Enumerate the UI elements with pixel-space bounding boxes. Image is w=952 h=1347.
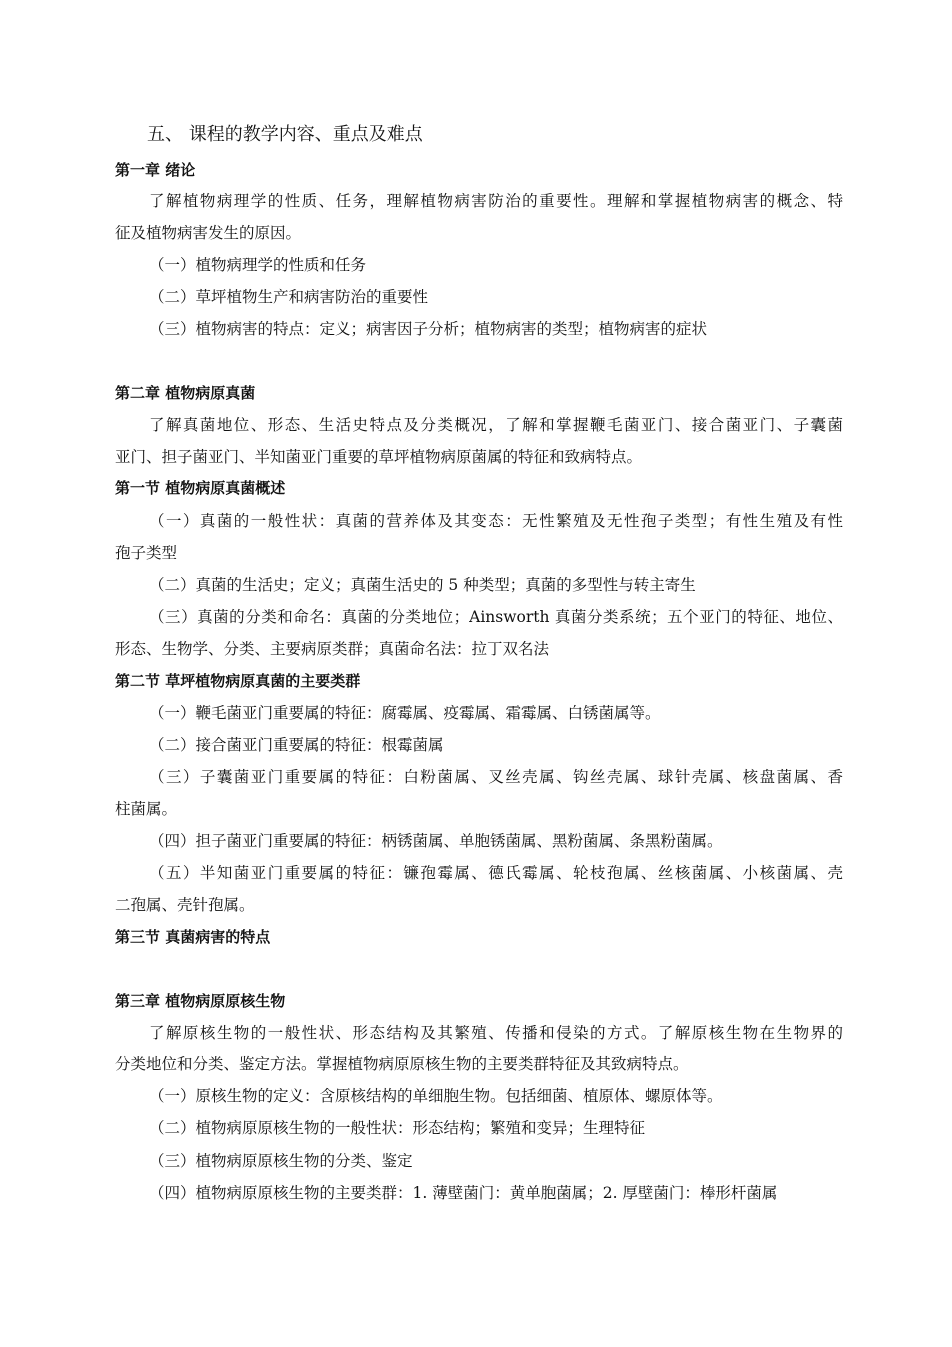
chapter-2-section-2-item-2: （二）接合菌亚门重要属的特征：根霉菌属 [149,736,444,754]
chapter-3-item-4: （四）植物病原原核生物的主要类群：1. 薄壁菌门：黄单胞菌属；2. 厚壁菌门：棒形杆菌属 [149,1184,778,1202]
chapter-2-heading: 第二章 植物病原真菌 [115,384,256,402]
chapter-2-section-1-item-2: （二）真菌的生活史；定义；真菌生活史的 5 种类型；真菌的多型性与转主寄生 [149,576,696,594]
chapter-1-item-3: （三）植物病害的特点：定义；病害因子分析；植物病害的类型；植物病害的症状 [149,320,708,338]
chapter-3-intro-line-2: 分类地位和分类、鉴定方法。掌握植物病原原核生物的主要类群特征及其致病特点。 [115,1055,689,1073]
chapter-2-section-2-item-4: （四）担子菌亚门重要属的特征：柄锈菌属、单胞锈菌属、黑粉菌属、条黑粉菌属。 [149,832,723,850]
chapter-2-section-3-heading: 第三节 真菌病害的特点 [115,928,271,946]
chapter-3-item-2: （二）植物病原原核生物的一般性状：形态结构；繁殖和变异；生理特征 [149,1119,646,1137]
chapter-2-intro-line-2: 亚门、担子菌亚门、半知菌亚门重要的草坪植物病原菌属的特征和致病特点。 [115,448,643,466]
chapter-1-intro-line-1: 了解植物病理学的性质、任务，理解植物病害防治的重要性。理解和掌握植物病害的概念、特 [149,192,843,210]
chapter-2-section-2-item-5-line-1: （五）半知菌亚门重要属的特征：镰孢霉属、德氏霉属、轮枝孢属、丝核菌属、小核菌属、壳 [149,864,843,882]
chapter-2-section-2-item-5-line-2: 二孢属、壳针孢属。 [115,896,255,914]
chapter-1-intro-line-2: 征及植物病害发生的原因。 [115,224,302,242]
chapter-2-section-1-item-3-line-2: 形态、生物学、分类、主要病原类群；真菌命名法：拉丁双名法 [115,640,550,658]
chapter-2-section-2-item-3-line-1: （三）子囊菌亚门重要属的特征：白粉菌属、叉丝壳属、钩丝壳属、球针壳属、核盘菌属、香 [149,768,843,786]
chapter-2-section-1-heading: 第一节 植物病原真菌概述 [115,479,286,497]
chapter-1-item-2: （二）草坪植物生产和病害防治的重要性 [149,288,429,306]
section-title: 五、 课程的教学内容、重点及难点 [147,124,423,145]
chapter-2-section-2-item-1: （一）鞭毛菌亚门重要属的特征：腐霉属、疫霉属、霜霉属、白锈菌属等。 [149,704,661,722]
chapter-2-intro-line-1: 了解真菌地位、形态、生活史特点及分类概况，了解和掌握鞭毛菌亚门、接合菌亚门、子囊菌 [149,416,843,434]
chapter-1-item-1: （一）植物病理学的性质和任务 [149,256,367,274]
chapter-3-item-1: （一）原核生物的定义：含原核结构的单细胞生物。包括细菌、植原体、螺原体等。 [149,1087,723,1105]
chapter-3-item-3: （三）植物病原原核生物的分类、鉴定 [149,1152,413,1170]
chapter-2-section-2-heading: 第二节 草坪植物病原真菌的主要类群 [115,672,361,690]
chapter-2-section-1-item-3-line-1: （三）真菌的分类和命名：真菌的分类地位；Ainsworth 真菌分类系统；五个亚门的特征、地位、 [149,608,843,626]
chapter-3-heading: 第三章 植物病原原核生物 [115,992,286,1010]
chapter-2-section-2-item-3-line-2: 柱菌属。 [115,800,178,818]
chapter-1-heading: 第一章 绪论 [115,161,196,179]
chapter-2-section-1-item-1-line-2: 孢子类型 [115,544,178,562]
chapter-3-intro-line-1: 了解原核生物的一般性状、形态结构及其繁殖、传播和侵染的方式。了解原核生物在生物界的 [149,1024,843,1042]
chapter-2-section-1-item-1-line-1: （一）真菌的一般性状：真菌的营养体及其变态：无性繁殖及无性孢子类型；有性生殖及有性 [149,512,843,530]
